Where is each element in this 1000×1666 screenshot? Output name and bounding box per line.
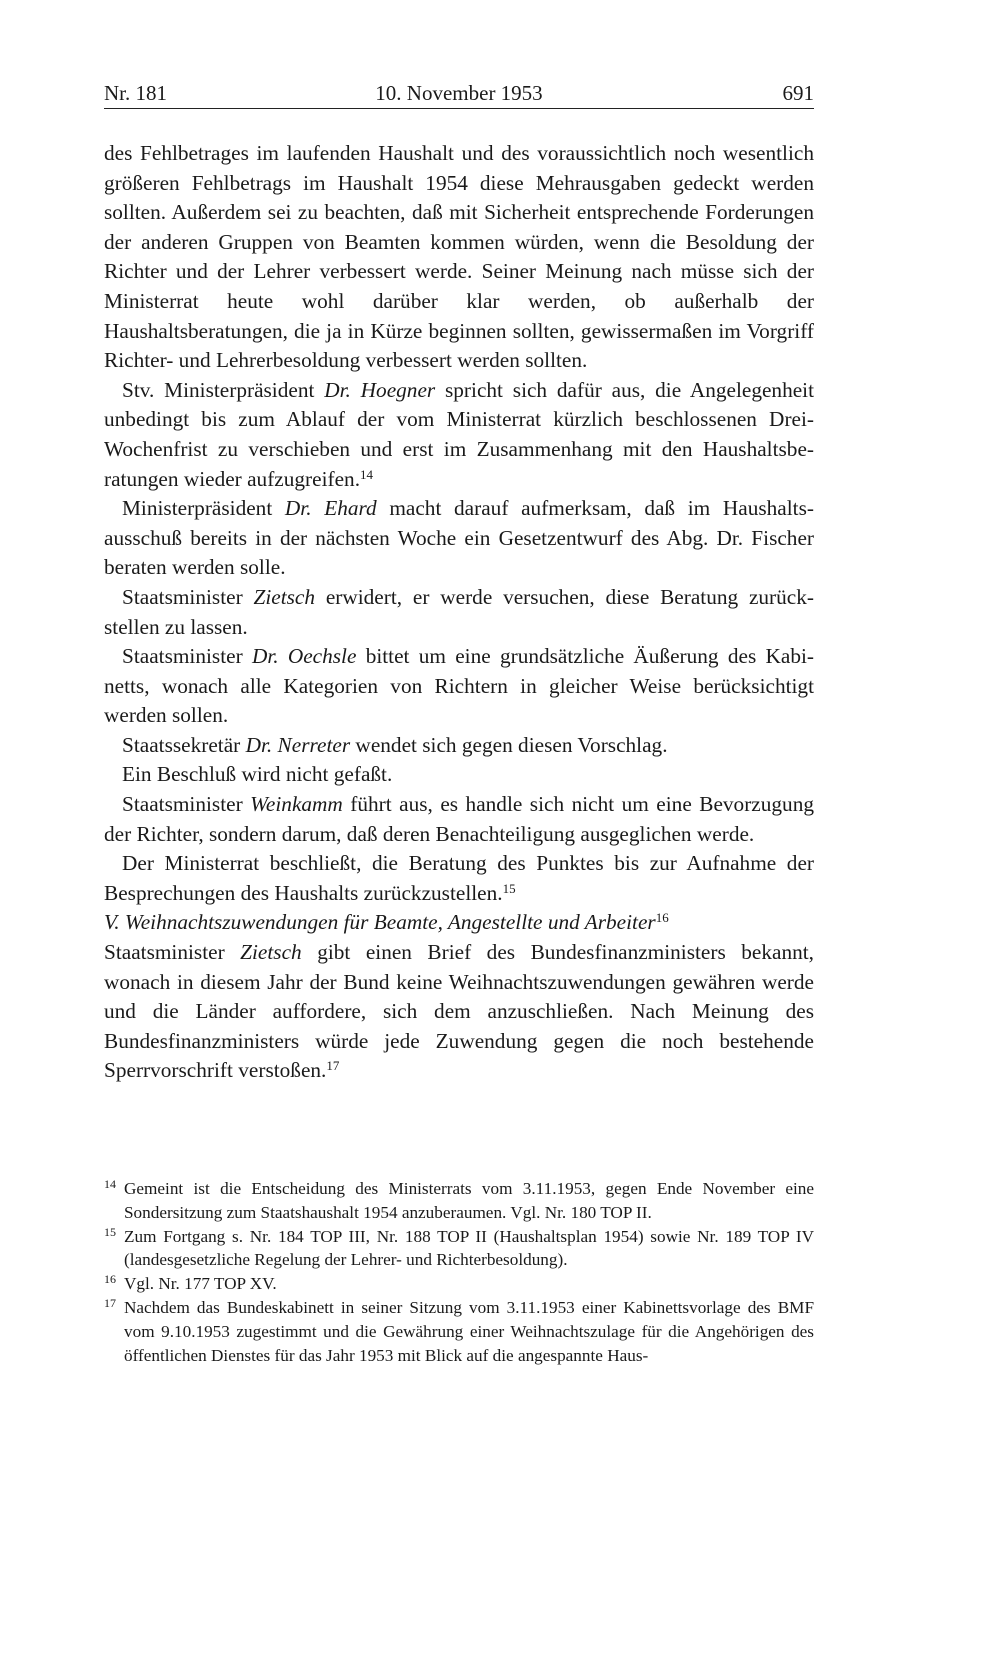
paragraph: Ein Beschluß wird nicht gefaßt. <box>122 762 393 787</box>
footnote-number: 15 <box>104 1224 116 1239</box>
paragraph: Staatsminister Zietsch erwidert, er werde versuchen, diese Beratung zurückstellen zu lassen. <box>104 584 814 639</box>
speaker-name: Weinkamm <box>250 792 343 817</box>
page <box>104 78 814 1086</box>
footnote-text: Vgl. Nr. 177 TOP XV. <box>124 1274 277 1294</box>
footnote-ref[interactable]: 16 <box>655 910 669 926</box>
speaker-name: Dr. Ehard <box>284 496 377 521</box>
paragraph: Staatsminister Dr. Oechsle bittet um eine grundsätzliche Äußerung des Kabinetts, wonach alle Kategorien von Richtern in gleicher Weise berücksichtigt werden sollen. <box>104 644 814 728</box>
document-number: Nr. 181 <box>104 81 167 105</box>
footnote <box>104 1296 814 1367</box>
footnote-ref[interactable]: 14 <box>360 466 374 482</box>
speaker-name: Zietsch <box>253 584 316 609</box>
paragraph: Ministerpräsident Dr. Ehard macht darauf aufmerksam, daß im Haushaltsausschuß bereits in der nächsten Woche ein Gesetzentwurf des Abg. Dr. Fischer beraten werden solle. <box>104 496 814 580</box>
section-heading: V. Weihnachtszuwendungen für Beamte, Angestellte und Arbeiter$^{16}$ <box>104 910 669 935</box>
footnote <box>104 1272 814 1296</box>
footnote-text: Zum Fortgang s. Nr. 184 TOP III, Nr. 188 TOP II (Haushaltsplan 1954) sowie Nr. 189 TOP IV (landesgesetzliche Regelung der Lehrer- und Richterbesoldung). <box>124 1226 814 1270</box>
page-number: 691 <box>782 81 814 105</box>
footnote <box>104 1225 814 1273</box>
speaker-name: Zietsch <box>240 940 302 965</box>
paragraph: Staatsminister Weinkamm führt aus, es handle sich nicht um eine Bevorzugung der Richter, sondern darum, daß deren Benachteiligung ausgeglichen werde. <box>104 792 814 846</box>
speaker-name: Dr. Hoegner <box>324 377 436 402</box>
footnotes <box>104 1177 814 1367</box>
footnote-number: 17 <box>104 1295 116 1310</box>
paragraph: Staatsminister Zietsch gibt einen Brief des Bundesfinanzministers bekannt, wonach in diesem Jahr der Bund keine Weihnachtszuwendungen gewähren werde und die Länder auffordere, sich dem anzuschließen. Nach Meinung des Bundesfinanzministers würde jede Zuwendung gegen die noch bestehende Sperrvorschrift verstoßen.$^{17}$ <box>104 940 814 1083</box>
footnote-text: Gemeint ist die Entscheidung des Ministerrats vom 3.11.1953, gegen Ende November eine Sondersitzung zum Staatshaushalt 1954 anzuberaumen. Vgl. Nr. 180 TOP II. <box>124 1179 814 1222</box>
paragraph: Staatssekretär Dr. Nerreter wendet sich gegen diesen Vorschlag. <box>122 732 668 757</box>
footnote-text: Nachdem das Bundeskabinett in seiner Sitzung vom 3.11.1953 einer Kabinettsvorlage des BMF vom 9.10.1953 zugestimmt und die Gewährung einer Weihnachtszulage für die Angehörigen des öffentlichen Dienstes für das Jahr 1953 mit Blick auf die angespannte Haus- <box>124 1297 814 1365</box>
footnote-ref[interactable]: 17 <box>326 1058 340 1074</box>
running-head <box>104 78 814 109</box>
paragraph: Stv. Ministerpräsident Dr. Hoegner spricht sich dafür aus, die Angelegenheit unbedingt bis zum Ablauf der vom Ministerrat kürzlich beschlossenen Drei-Wochenfrist zu verschieben und erst im Zusammenhang mit den Haushaltsberatungen wieder aufzugreifen.$^{14}$ <box>104 377 815 491</box>
paragraph: des Fehlbetrages im laufenden Haushalt und des voraussichtlich noch wesentlich größeren Fehlbetrags im Haushalt 1954 diese Mehrausgaben gedeckt werden sollten. Außerdem sei zu beachten, daß mit Sicherheit entsprechende Forderungen der anderen Gruppen von Beamten kommen würden, wenn die Besoldung der Richter und der Lehrer verbessert werde. Seiner Meinung nach müsse sich der Ministerrat heute wohl darüber klar werden, ob außerhalb der Haushaltsberatungen, die ja in Kürze beginnen sollten, gewissermaßen im Vorgriff Richter- und Lehrerbesoldung verbessert werden sollten. <box>104 141 814 373</box>
footnote <box>104 1177 814 1225</box>
paragraph: Der Ministerrat beschließt, die Beratung des Punktes bis zur Aufnahme der Besprechungen des Haushalts zurückzustellen.$^{15}$ <box>104 851 814 905</box>
footnote-ref[interactable]: 15 <box>502 880 516 896</box>
speaker-name: Dr. Oechsle <box>251 644 357 669</box>
session-date: 10. November 1953 <box>375 81 543 105</box>
footnote-number: 16 <box>104 1272 116 1287</box>
body-text <box>104 139 814 1086</box>
speaker-name: Dr. Nerreter <box>245 732 351 757</box>
footnote-number: 14 <box>104 1177 116 1191</box>
